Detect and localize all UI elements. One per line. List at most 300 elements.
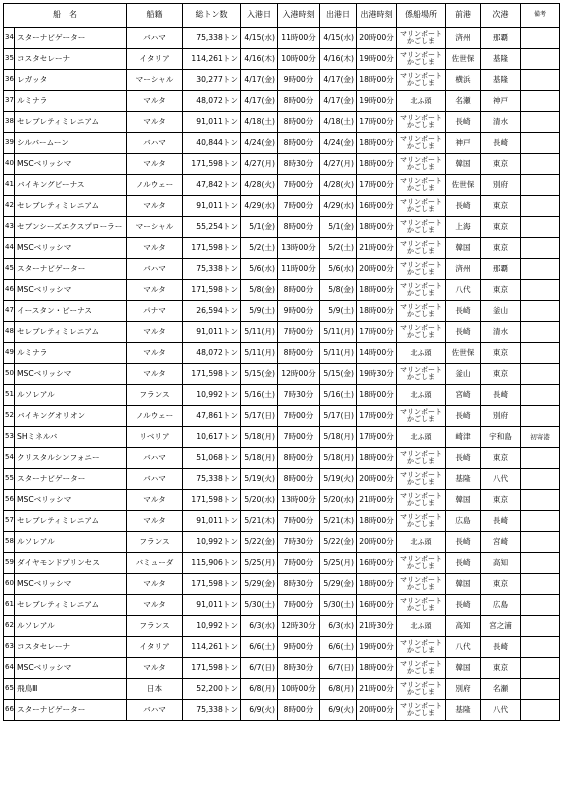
cell-arrival-time: 9時00分 bbox=[278, 301, 320, 322]
cell-arrival-date: 6/9(火) bbox=[241, 700, 278, 721]
cell-berth: マリンポート かごしま bbox=[397, 175, 446, 196]
cell-arrival-time: 11時00分 bbox=[278, 259, 320, 280]
cell-notes bbox=[521, 196, 560, 217]
cell-row-number: 65 bbox=[4, 679, 15, 700]
cell-flag: パナマ bbox=[127, 301, 183, 322]
table-row bbox=[4, 595, 560, 616]
cell-row-number: 44 bbox=[4, 238, 15, 259]
cell-row-number: 37 bbox=[4, 91, 15, 112]
cell-ship-name: セレブレティミレニアム bbox=[15, 112, 127, 133]
table-row bbox=[4, 259, 560, 280]
table-row bbox=[4, 322, 560, 343]
cell-row-number: 59 bbox=[4, 553, 15, 574]
cell-arrival-time: 7時00分 bbox=[278, 595, 320, 616]
header-departure-time: 出港時刻 bbox=[357, 4, 397, 28]
cell-departure-time: 17時00分 bbox=[357, 322, 397, 343]
cell-arrival-date: 4/27(月) bbox=[241, 154, 278, 175]
cell-tonnage: 114,261トン bbox=[183, 49, 241, 70]
cell-berth: マリンポート かごしま bbox=[397, 49, 446, 70]
cell-departure-date: 5/16(土) bbox=[320, 385, 357, 406]
cell-notes bbox=[521, 532, 560, 553]
cell-ship-name: スターナビゲーター bbox=[15, 259, 127, 280]
cell-departure-time: 20時00分 bbox=[357, 28, 397, 49]
table-row bbox=[4, 217, 560, 238]
cell-row-number: 51 bbox=[4, 385, 15, 406]
cell-flag: マルタ bbox=[127, 322, 183, 343]
cell-flag: マルタ bbox=[127, 196, 183, 217]
cell-arrival-date: 4/24(金) bbox=[241, 133, 278, 154]
cell-previous-port: 佐世保 bbox=[446, 49, 481, 70]
cell-flag: バハマ bbox=[127, 259, 183, 280]
cell-departure-date: 5/2(土) bbox=[320, 238, 357, 259]
cell-departure-time: 18時00分 bbox=[357, 658, 397, 679]
cell-arrival-time: 13時00分 bbox=[278, 238, 320, 259]
cell-notes bbox=[521, 112, 560, 133]
cell-previous-port: 長崎 bbox=[446, 196, 481, 217]
cell-berth: マリンポート かごしま bbox=[397, 448, 446, 469]
cell-arrival-time: 8時00分 bbox=[278, 448, 320, 469]
cell-tonnage: 10,992トン bbox=[183, 532, 241, 553]
cell-tonnage: 91,011トン bbox=[183, 112, 241, 133]
cell-previous-port: 神戸 bbox=[446, 133, 481, 154]
cell-berth: マリンポート かごしま bbox=[397, 595, 446, 616]
cell-berth: マリンポート かごしま bbox=[397, 406, 446, 427]
cell-tonnage: 10,992トン bbox=[183, 616, 241, 637]
cell-arrival-time: 8時00分 bbox=[278, 700, 320, 721]
table-row bbox=[4, 406, 560, 427]
cell-departure-time: 21時00分 bbox=[357, 490, 397, 511]
cell-notes bbox=[521, 217, 560, 238]
cell-row-number: 46 bbox=[4, 280, 15, 301]
cell-notes bbox=[521, 658, 560, 679]
cell-arrival-date: 6/8(月) bbox=[241, 679, 278, 700]
cell-arrival-date: 6/7(日) bbox=[241, 658, 278, 679]
cell-ship-name: セレブレティミレニアム bbox=[15, 595, 127, 616]
cell-berth: マリンポート かごしま bbox=[397, 322, 446, 343]
cell-arrival-date: 4/15(水) bbox=[241, 28, 278, 49]
schedule-body bbox=[4, 28, 560, 721]
cell-notes bbox=[521, 70, 560, 91]
cell-berth: マリンポート かごしま bbox=[397, 469, 446, 490]
cell-tonnage: 91,011トン bbox=[183, 322, 241, 343]
table-row bbox=[4, 658, 560, 679]
table-row bbox=[4, 28, 560, 49]
table-row bbox=[4, 532, 560, 553]
cell-ship-name: MSCベリッシマ bbox=[15, 658, 127, 679]
cell-row-number: 50 bbox=[4, 364, 15, 385]
cell-berth: 北ふ頭 bbox=[397, 532, 446, 553]
cell-arrival-time: 8時30分 bbox=[278, 574, 320, 595]
header-arrival-time: 入港時刻 bbox=[278, 4, 320, 28]
cell-tonnage: 47,842トン bbox=[183, 175, 241, 196]
cell-arrival-date: 5/17(日) bbox=[241, 406, 278, 427]
cell-row-number: 60 bbox=[4, 574, 15, 595]
cell-tonnage: 10,617トン bbox=[183, 427, 241, 448]
cell-departure-time: 20時00分 bbox=[357, 532, 397, 553]
cell-ship-name: ルソレアル bbox=[15, 385, 127, 406]
cell-next-port: 東京 bbox=[481, 280, 521, 301]
cell-previous-port: 済州 bbox=[446, 259, 481, 280]
cell-row-number: 61 bbox=[4, 595, 15, 616]
cell-previous-port: 宮崎 bbox=[446, 385, 481, 406]
cell-departure-date: 5/22(金) bbox=[320, 532, 357, 553]
cell-flag: マルタ bbox=[127, 238, 183, 259]
cell-departure-time: 21時00分 bbox=[357, 679, 397, 700]
cell-berth: マリンポート かごしま bbox=[397, 154, 446, 175]
cell-flag: リベリア bbox=[127, 427, 183, 448]
cell-departure-date: 5/11(月) bbox=[320, 322, 357, 343]
cell-berth: マリンポート かごしま bbox=[397, 700, 446, 721]
cell-ship-name: MSCベリッシマ bbox=[15, 280, 127, 301]
cell-arrival-date: 5/30(土) bbox=[241, 595, 278, 616]
cell-flag: バハマ bbox=[127, 700, 183, 721]
cell-next-port: 長崎 bbox=[481, 133, 521, 154]
cell-ship-name: シルバームーン bbox=[15, 133, 127, 154]
header-berth: 係船場所 bbox=[397, 4, 446, 28]
cell-next-port: 東京 bbox=[481, 658, 521, 679]
cell-arrival-time: 7時00分 bbox=[278, 196, 320, 217]
cell-notes bbox=[521, 301, 560, 322]
cell-ship-name: セレブレティミレニアム bbox=[15, 322, 127, 343]
cell-notes bbox=[521, 91, 560, 112]
cell-flag: フランス bbox=[127, 616, 183, 637]
cell-berth: マリンポート かごしま bbox=[397, 238, 446, 259]
cell-arrival-time: 7時00分 bbox=[278, 427, 320, 448]
cell-ship-name: SHミネルバ bbox=[15, 427, 127, 448]
table-row bbox=[4, 133, 560, 154]
cell-tonnage: 171,598トン bbox=[183, 364, 241, 385]
cell-departure-date: 6/3(水) bbox=[320, 616, 357, 637]
cell-next-port: 那覇 bbox=[481, 28, 521, 49]
cell-departure-date: 5/30(土) bbox=[320, 595, 357, 616]
cell-departure-time: 18時00分 bbox=[357, 280, 397, 301]
cell-next-port: 東京 bbox=[481, 574, 521, 595]
cell-previous-port: 韓国 bbox=[446, 238, 481, 259]
cell-berth: マリンポート かごしま bbox=[397, 637, 446, 658]
cell-departure-time: 20時00分 bbox=[357, 259, 397, 280]
cell-previous-port: 韓国 bbox=[446, 574, 481, 595]
cell-flag: 日本 bbox=[127, 679, 183, 700]
cell-notes bbox=[521, 616, 560, 637]
cell-departure-date: 4/24(金) bbox=[320, 133, 357, 154]
cell-row-number: 49 bbox=[4, 343, 15, 364]
cell-tonnage: 48,072トン bbox=[183, 343, 241, 364]
cell-departure-date: 5/15(金) bbox=[320, 364, 357, 385]
cell-departure-time: 18時00分 bbox=[357, 385, 397, 406]
table-row bbox=[4, 385, 560, 406]
cell-arrival-date: 5/11(月) bbox=[241, 343, 278, 364]
cell-arrival-date: 5/20(水) bbox=[241, 490, 278, 511]
cell-tonnage: 75,338トン bbox=[183, 259, 241, 280]
cell-row-number: 52 bbox=[4, 406, 15, 427]
cell-notes bbox=[521, 385, 560, 406]
cell-notes bbox=[521, 511, 560, 532]
cell-departure-date: 5/8(金) bbox=[320, 280, 357, 301]
cell-tonnage: 26,594トン bbox=[183, 301, 241, 322]
cell-tonnage: 115,906トン bbox=[183, 553, 241, 574]
cell-tonnage: 75,338トン bbox=[183, 469, 241, 490]
cell-arrival-time: 9時00分 bbox=[278, 637, 320, 658]
cell-ship-name: ルミナラ bbox=[15, 343, 127, 364]
cell-arrival-time: 13時00分 bbox=[278, 490, 320, 511]
cell-next-port: 基隆 bbox=[481, 70, 521, 91]
cell-tonnage: 91,011トン bbox=[183, 196, 241, 217]
cell-row-number: 64 bbox=[4, 658, 15, 679]
cell-tonnage: 91,011トン bbox=[183, 595, 241, 616]
cell-next-port: 長崎 bbox=[481, 385, 521, 406]
cell-departure-time: 20時00分 bbox=[357, 700, 397, 721]
cell-departure-time: 18時00分 bbox=[357, 70, 397, 91]
cell-arrival-time: 8時00分 bbox=[278, 217, 320, 238]
cell-previous-port: 長崎 bbox=[446, 301, 481, 322]
cell-arrival-date: 5/9(土) bbox=[241, 301, 278, 322]
cell-tonnage: 171,598トン bbox=[183, 490, 241, 511]
cell-flag: バハマ bbox=[127, 133, 183, 154]
cell-berth: 北ふ頭 bbox=[397, 343, 446, 364]
cell-departure-date: 5/20(水) bbox=[320, 490, 357, 511]
cell-notes bbox=[521, 448, 560, 469]
cell-tonnage: 171,598トン bbox=[183, 574, 241, 595]
cell-previous-port: 八代 bbox=[446, 280, 481, 301]
cell-departure-time: 21時00分 bbox=[357, 238, 397, 259]
cell-berth: マリンポート かごしま bbox=[397, 112, 446, 133]
cell-arrival-date: 5/6(水) bbox=[241, 259, 278, 280]
cell-tonnage: 91,011トン bbox=[183, 511, 241, 532]
cell-next-port: 東京 bbox=[481, 448, 521, 469]
cell-notes bbox=[521, 133, 560, 154]
cell-arrival-time: 10時00分 bbox=[278, 679, 320, 700]
cell-ship-name: ルミナラ bbox=[15, 91, 127, 112]
cell-departure-date: 5/29(金) bbox=[320, 574, 357, 595]
cell-tonnage: 52,200トン bbox=[183, 679, 241, 700]
cell-departure-date: 5/6(水) bbox=[320, 259, 357, 280]
cell-departure-time: 17時00分 bbox=[357, 406, 397, 427]
cell-notes: 初寄港 bbox=[521, 427, 560, 448]
cell-tonnage: 10,992トン bbox=[183, 385, 241, 406]
table-row bbox=[4, 154, 560, 175]
table-row bbox=[4, 574, 560, 595]
cell-previous-port: 佐世保 bbox=[446, 343, 481, 364]
cell-berth: マリンポート かごしま bbox=[397, 574, 446, 595]
table-row bbox=[4, 196, 560, 217]
cell-arrival-date: 5/11(月) bbox=[241, 322, 278, 343]
cell-row-number: 45 bbox=[4, 259, 15, 280]
cell-previous-port: 釜山 bbox=[446, 364, 481, 385]
cell-notes bbox=[521, 406, 560, 427]
cell-next-port: 東京 bbox=[481, 238, 521, 259]
cell-departure-date: 5/11(月) bbox=[320, 343, 357, 364]
table-row bbox=[4, 448, 560, 469]
cell-previous-port: 名瀬 bbox=[446, 91, 481, 112]
cell-flag: マルタ bbox=[127, 490, 183, 511]
cell-arrival-time: 11時00分 bbox=[278, 28, 320, 49]
cell-row-number: 63 bbox=[4, 637, 15, 658]
cell-flag: マルタ bbox=[127, 574, 183, 595]
cell-departure-date: 5/17(日) bbox=[320, 406, 357, 427]
cell-tonnage: 171,598トン bbox=[183, 238, 241, 259]
table-row bbox=[4, 511, 560, 532]
cell-ship-name: MSCベリッシマ bbox=[15, 574, 127, 595]
cell-notes bbox=[521, 553, 560, 574]
table-row bbox=[4, 49, 560, 70]
cell-previous-port: 崎津 bbox=[446, 427, 481, 448]
cell-departure-date: 4/15(水) bbox=[320, 28, 357, 49]
table-row bbox=[4, 700, 560, 721]
cell-departure-date: 5/21(木) bbox=[320, 511, 357, 532]
cell-next-port: 基隆 bbox=[481, 49, 521, 70]
cell-flag: マルタ bbox=[127, 595, 183, 616]
cell-tonnage: 75,338トン bbox=[183, 700, 241, 721]
table-row bbox=[4, 238, 560, 259]
cell-departure-time: 16時00分 bbox=[357, 553, 397, 574]
cell-departure-date: 6/8(月) bbox=[320, 679, 357, 700]
header-next-port: 次港 bbox=[481, 4, 521, 28]
cell-next-port: 東京 bbox=[481, 154, 521, 175]
cell-notes bbox=[521, 637, 560, 658]
cell-departure-time: 17時00分 bbox=[357, 112, 397, 133]
cell-departure-time: 16時00分 bbox=[357, 196, 397, 217]
cell-tonnage: 171,598トン bbox=[183, 154, 241, 175]
cell-arrival-time: 8時00分 bbox=[278, 343, 320, 364]
cell-departure-date: 6/6(土) bbox=[320, 637, 357, 658]
cell-next-port: 名瀬 bbox=[481, 679, 521, 700]
cell-arrival-date: 5/15(金) bbox=[241, 364, 278, 385]
cell-berth: 北ふ頭 bbox=[397, 91, 446, 112]
cell-berth: マリンポート かごしま bbox=[397, 364, 446, 385]
cell-next-port: 神戸 bbox=[481, 91, 521, 112]
cell-next-port: 長崎 bbox=[481, 637, 521, 658]
cell-arrival-date: 5/16(土) bbox=[241, 385, 278, 406]
cell-berth: マリンポート かごしま bbox=[397, 28, 446, 49]
cell-arrival-date: 5/21(木) bbox=[241, 511, 278, 532]
cell-departure-date: 5/1(金) bbox=[320, 217, 357, 238]
cell-row-number: 54 bbox=[4, 448, 15, 469]
cell-ship-name: スターナビゲーター bbox=[15, 469, 127, 490]
cell-arrival-time: 7時30分 bbox=[278, 385, 320, 406]
cell-departure-date: 4/18(土) bbox=[320, 112, 357, 133]
cell-next-port: 長崎 bbox=[481, 511, 521, 532]
cell-ship-name: イースタン・ビーナス bbox=[15, 301, 127, 322]
cell-row-number: 62 bbox=[4, 616, 15, 637]
cell-flag: マルタ bbox=[127, 364, 183, 385]
cell-berth: マリンポート かごしま bbox=[397, 70, 446, 91]
table-row bbox=[4, 679, 560, 700]
cell-flag: マルタ bbox=[127, 658, 183, 679]
cell-arrival-time: 7時30分 bbox=[278, 532, 320, 553]
cell-flag: バハマ bbox=[127, 28, 183, 49]
cell-ship-name: クリスタルシンフォニー bbox=[15, 448, 127, 469]
cell-row-number: 35 bbox=[4, 49, 15, 70]
cell-previous-port: 上海 bbox=[446, 217, 481, 238]
cell-next-port: 東京 bbox=[481, 217, 521, 238]
cell-flag: ノルウェー bbox=[127, 406, 183, 427]
cell-flag: マーシャル bbox=[127, 70, 183, 91]
cell-ship-name: MSCベリッシマ bbox=[15, 238, 127, 259]
cell-departure-time: 18時00分 bbox=[357, 448, 397, 469]
cell-tonnage: 75,338トン bbox=[183, 28, 241, 49]
cell-flag: バハマ bbox=[127, 469, 183, 490]
table-row bbox=[4, 490, 560, 511]
header-tonnage: 総トン数 bbox=[183, 4, 241, 28]
cell-row-number: 58 bbox=[4, 532, 15, 553]
cell-arrival-time: 10時00分 bbox=[278, 49, 320, 70]
cell-ship-name: セブンシーズエクスプローラー bbox=[15, 217, 127, 238]
cell-next-port: 宇和島 bbox=[481, 427, 521, 448]
cell-arrival-time: 12時30分 bbox=[278, 616, 320, 637]
cell-previous-port: 高知 bbox=[446, 616, 481, 637]
cell-departure-date: 4/17(金) bbox=[320, 70, 357, 91]
cell-next-port: 清水 bbox=[481, 112, 521, 133]
cell-berth: マリンポート かごしま bbox=[397, 196, 446, 217]
cell-tonnage: 171,598トン bbox=[183, 658, 241, 679]
cell-arrival-date: 5/25(月) bbox=[241, 553, 278, 574]
cell-departure-date: 5/18(月) bbox=[320, 427, 357, 448]
table-row bbox=[4, 553, 560, 574]
cell-departure-time: 20時00分 bbox=[357, 469, 397, 490]
cell-berth: マリンポート かごしま bbox=[397, 280, 446, 301]
cell-ship-name: バイキングビーナス bbox=[15, 175, 127, 196]
cell-ship-name: コスタセレーナ bbox=[15, 49, 127, 70]
cell-departure-time: 18時00分 bbox=[357, 133, 397, 154]
cell-departure-time: 17時00分 bbox=[357, 427, 397, 448]
cell-berth: マリンポート かごしま bbox=[397, 658, 446, 679]
cell-previous-port: 長崎 bbox=[446, 448, 481, 469]
cell-berth: 北ふ頭 bbox=[397, 427, 446, 448]
cell-departure-date: 5/9(土) bbox=[320, 301, 357, 322]
cell-notes bbox=[521, 280, 560, 301]
cell-arrival-date: 4/28(火) bbox=[241, 175, 278, 196]
cell-departure-time: 18時00分 bbox=[357, 217, 397, 238]
cell-notes bbox=[521, 469, 560, 490]
cell-ship-name: セレブレティミレニアム bbox=[15, 196, 127, 217]
cell-departure-time: 18時00分 bbox=[357, 511, 397, 532]
cell-previous-port: 長崎 bbox=[446, 553, 481, 574]
cell-arrival-date: 5/29(金) bbox=[241, 574, 278, 595]
cell-departure-date: 5/19(火) bbox=[320, 469, 357, 490]
cell-arrival-time: 8時00分 bbox=[278, 133, 320, 154]
cell-departure-date: 4/28(火) bbox=[320, 175, 357, 196]
cell-ship-name: スターナビゲーター bbox=[15, 700, 127, 721]
cell-arrival-time: 7時00分 bbox=[278, 511, 320, 532]
cell-arrival-date: 4/29(水) bbox=[241, 196, 278, 217]
cell-row-number: 40 bbox=[4, 154, 15, 175]
cell-arrival-time: 8時00分 bbox=[278, 112, 320, 133]
cell-berth: マリンポート かごしま bbox=[397, 553, 446, 574]
header-departure-date: 出港日 bbox=[320, 4, 357, 28]
cell-row-number: 34 bbox=[4, 28, 15, 49]
cell-arrival-date: 4/18(土) bbox=[241, 112, 278, 133]
table-row bbox=[4, 70, 560, 91]
cell-notes bbox=[521, 175, 560, 196]
cell-arrival-date: 4/17(金) bbox=[241, 91, 278, 112]
cell-previous-port: 長崎 bbox=[446, 406, 481, 427]
cell-ship-name: ルソレアル bbox=[15, 532, 127, 553]
table-row bbox=[4, 343, 560, 364]
cell-next-port: 東京 bbox=[481, 490, 521, 511]
cell-berth: マリンポート かごしま bbox=[397, 301, 446, 322]
cell-previous-port: 広島 bbox=[446, 511, 481, 532]
cell-arrival-date: 5/2(土) bbox=[241, 238, 278, 259]
cell-departure-time: 16時00分 bbox=[357, 595, 397, 616]
cell-ship-name: MSCベリッシマ bbox=[15, 154, 127, 175]
cell-tonnage: 47,861トン bbox=[183, 406, 241, 427]
cell-flag: マルタ bbox=[127, 343, 183, 364]
cell-arrival-date: 6/6(土) bbox=[241, 637, 278, 658]
cell-previous-port: 長崎 bbox=[446, 322, 481, 343]
cell-arrival-date: 4/16(木) bbox=[241, 49, 278, 70]
cell-tonnage: 30,277トン bbox=[183, 70, 241, 91]
cell-berth: マリンポート かごしま bbox=[397, 490, 446, 511]
